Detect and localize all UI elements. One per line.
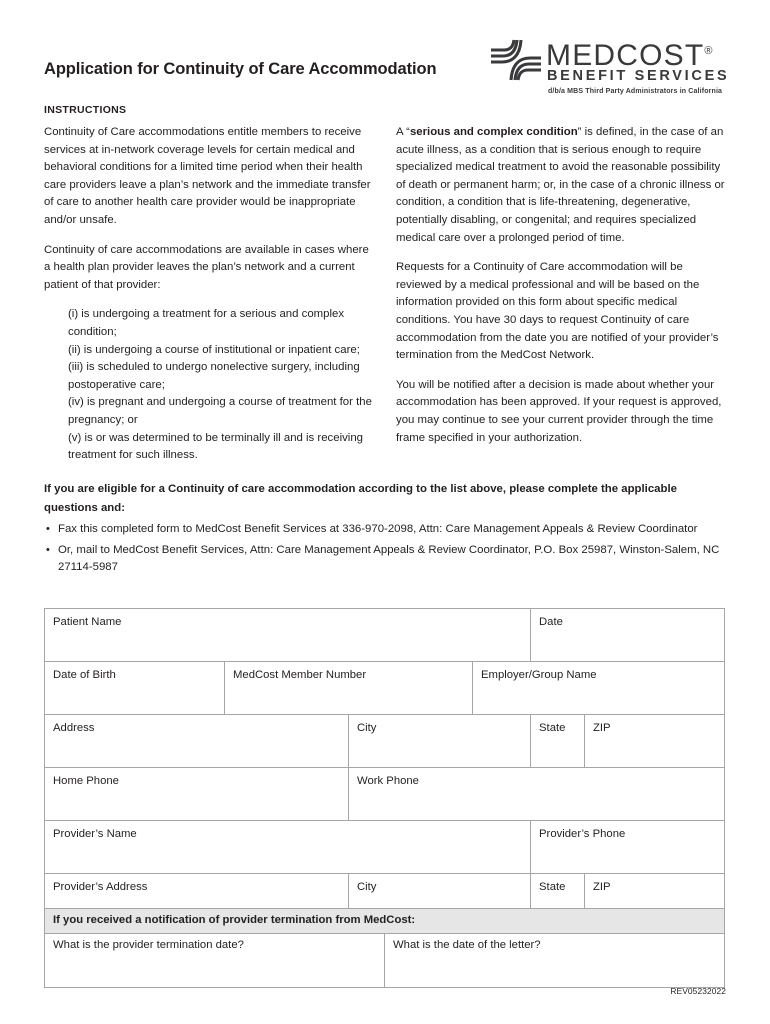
list-item: • Or, mail to MedCost Benefit Services, Attn: Care Management Appeals & Review Coordinator, P.O. Box 25987, Winston-Salem, NC 27114-5987 <box>44 542 726 577</box>
field-label: ZIP <box>593 722 611 734</box>
table-row <box>45 715 725 768</box>
field-label: Address <box>53 722 95 734</box>
field-employer-group-name[interactable] <box>473 662 725 715</box>
field-member-number[interactable] <box>225 662 473 715</box>
patient-provider-form-table <box>44 608 725 927</box>
instructions-right-column <box>396 124 729 459</box>
field-patient-name[interactable] <box>45 609 531 662</box>
list-item: (i) is undergoing a treatment for a serious and complex condition; <box>68 308 345 338</box>
field-letter-date[interactable] <box>385 934 725 988</box>
field-label: Patient Name <box>53 616 122 628</box>
field-address[interactable] <box>45 715 349 768</box>
field-label: State <box>539 722 566 734</box>
notification-section-header: If you received a notification of provider termination from MedCost: <box>45 909 725 934</box>
field-label: Home Phone <box>53 775 119 787</box>
field-label: City <box>357 722 377 734</box>
table-row <box>45 662 725 715</box>
list-item: • Fax this completed form to MedCost Benefit Services at 336-970-2098, Attn: Care Management Appeals & Review Coordinator <box>44 521 726 539</box>
decision-notification-paragraph: You will be notified after a decision is made about whether your accommodation has been approved. If your request is approved, you may continue to see your current provider through the time frame specified in your authorization. <box>396 378 722 444</box>
revision-footer: REV05232022 <box>670 986 726 996</box>
definition-quote-open: A “ <box>396 126 410 138</box>
field-provider-name[interactable] <box>45 821 531 874</box>
field-provider-termination-date[interactable] <box>45 934 385 988</box>
field-date[interactable] <box>531 609 725 662</box>
field-state[interactable] <box>531 715 585 768</box>
field-date-of-birth[interactable] <box>45 662 225 715</box>
table-row <box>45 609 725 662</box>
field-home-phone[interactable] <box>45 768 349 821</box>
submission-instructions-list <box>44 521 726 580</box>
field-provider-phone[interactable] <box>531 821 725 874</box>
eligibility-statement: If you are eligible for a Continuity of care accommodation according to the list above, please complete the applicable questions and: <box>44 483 677 514</box>
field-label: What is the provider termination date? <box>53 939 244 951</box>
instructions-paragraph-2: Continuity of care accommodations are available in cases where a health plan provider leaves the plan’s network and a current patient of that provider: <box>44 243 369 291</box>
instructions-paragraph-1: Continuity of Care accommodations entitle members to receive services at in-network coverage levels for certain medical and behavioral conditions for a limited time period when their health care providers leave a plan’s network and the immediate transfer of care to another health care provider would be inappropriate and/or unsafe. <box>44 126 371 226</box>
medcost-cross-mark-icon <box>490 37 542 83</box>
field-label: What is the date of the letter? <box>393 939 541 951</box>
instructions-heading: INSTRUCTIONS <box>44 104 127 116</box>
serious-complex-condition-definition <box>396 124 729 247</box>
field-label: Provider’s Phone <box>539 828 626 840</box>
logo-subtitle: BENEFIT SERVICES <box>547 68 730 84</box>
definition-term: serious and complex condition <box>409 126 578 138</box>
field-zip[interactable] <box>585 715 725 768</box>
registered-trademark-icon: ® <box>704 45 713 57</box>
eligible-conditions-list <box>44 306 377 464</box>
table-row <box>45 909 725 934</box>
field-label: Work Phone <box>357 775 419 787</box>
page-title: Application for Continuity of Care Accommodation <box>44 60 437 78</box>
field-label: State <box>539 881 566 893</box>
field-label: Date <box>539 616 563 628</box>
table-row <box>45 821 725 874</box>
field-work-phone[interactable] <box>349 768 725 821</box>
list-item: (iv) is pregnant and undergoing a course of treatment for the pregnancy; or <box>68 396 372 426</box>
medcost-logo <box>486 34 730 106</box>
logo-wordmark-text: MEDCOST <box>546 39 705 72</box>
table-row <box>45 768 725 821</box>
requests-review-paragraph: Requests for a Continuity of Care accommodation will be reviewed by a medical professional and will be based on the information provided on this form about specific medical conditions. You have 30 days to request Continuity of care accommodation from the date you are notified of your provider’s termination from the MedCost Network. <box>396 261 719 362</box>
document-header <box>44 34 730 106</box>
list-item: (iii) is scheduled to undergo nonelective surgery, including postoperative care; <box>68 361 360 391</box>
field-label: Employer/Group Name <box>481 669 597 681</box>
instructions-left-column <box>44 124 377 465</box>
field-label: MedCost Member Number <box>233 669 367 681</box>
field-label: ZIP <box>593 881 611 893</box>
field-city[interactable] <box>349 715 531 768</box>
field-label: Provider’s Address <box>53 881 148 893</box>
table-row <box>45 934 725 988</box>
field-label: City <box>357 881 377 893</box>
field-label: Date of Birth <box>53 669 116 681</box>
logo-dba-line: d/b/a MBS Third Party Administrators in California <box>548 88 723 95</box>
list-item: (v) is or was determined to be terminally ill and is receiving treatment for such illness. <box>68 431 364 462</box>
provider-termination-notification-table <box>44 908 725 988</box>
definition-body: ” is defined, in the case of an acute illness, as a condition that is serious enough to require specialized medical treatment to avoid the reasonable possibility of death or permanent harm; or, in the case of a chronic illness or condition, a condition that is life-threatening, degenerative, potentially disabling, or congenital; and requires specialized medical care over a prolonged period of time. <box>396 126 725 244</box>
list-item: (ii) is undergoing a course of institutional or inpatient care; <box>68 343 360 356</box>
field-label: Provider’s Name <box>53 828 137 840</box>
